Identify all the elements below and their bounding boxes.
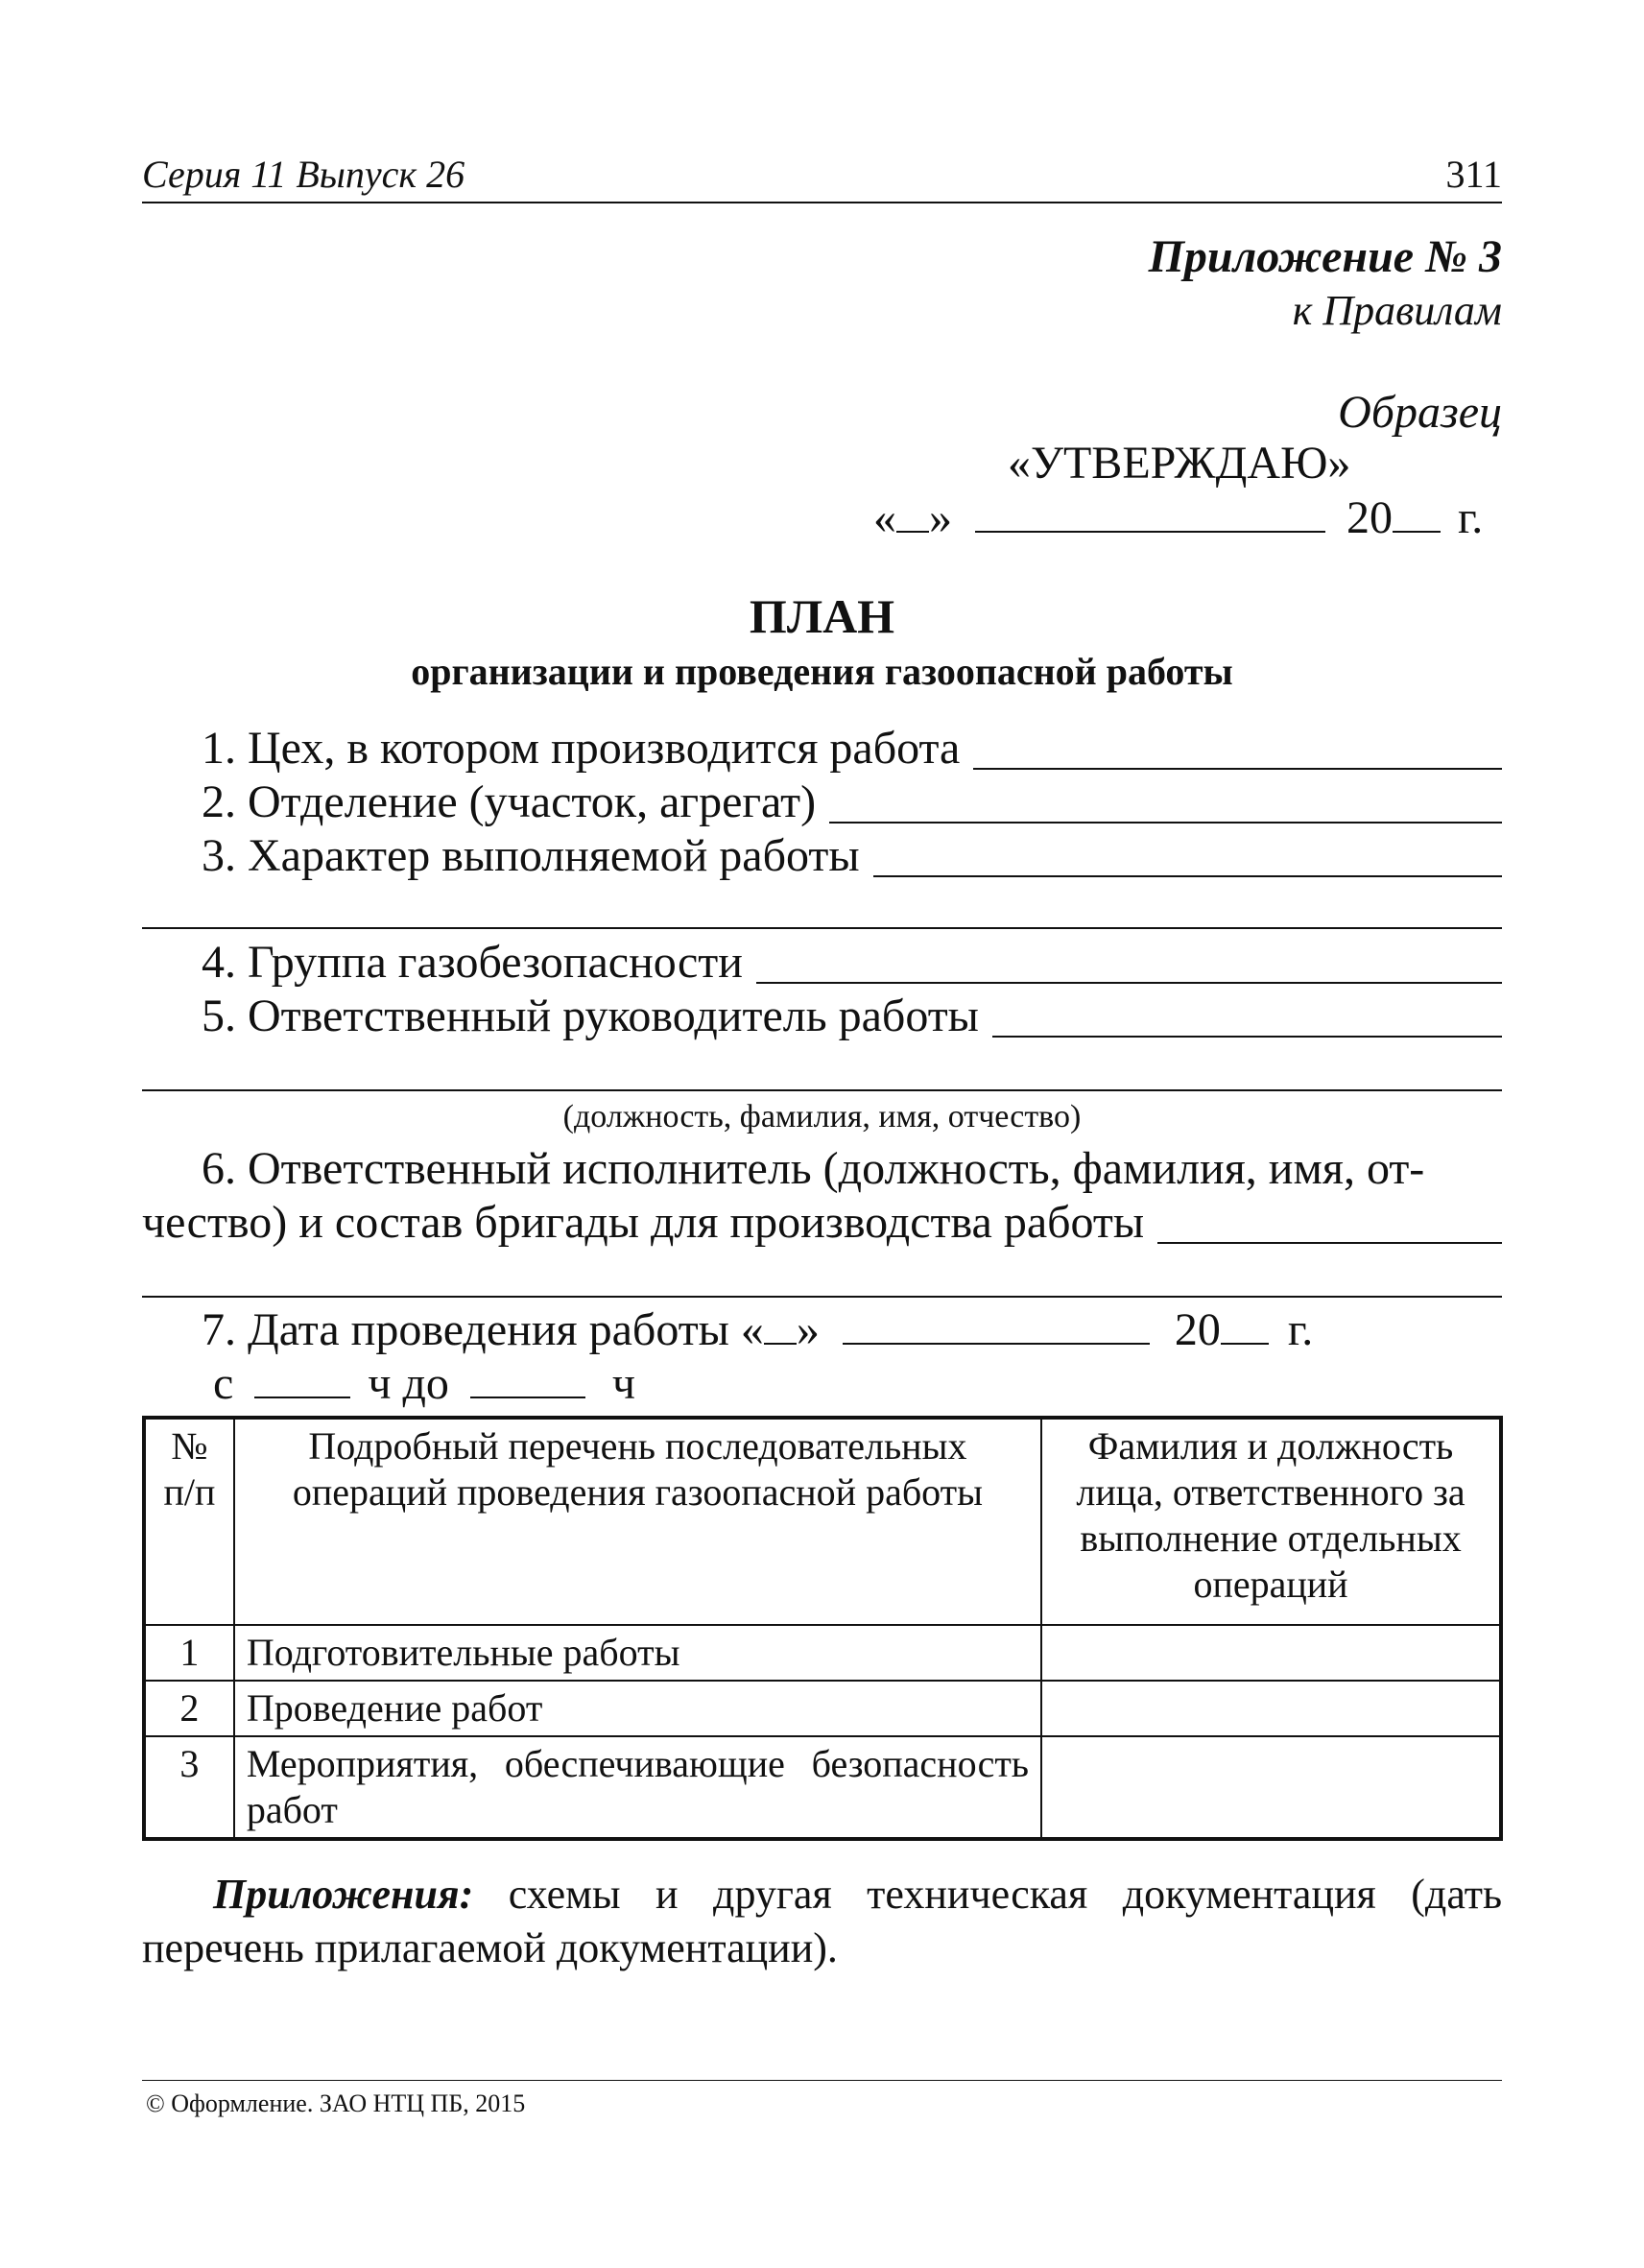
field-executor-line1: 6. Ответственный исполнитель (должность, фамилия, имя, от- [202,1143,1425,1194]
field-work-date [202,1303,1313,1357]
operations-table [142,1416,1503,1841]
time-from-label: с [213,1358,234,1409]
footer-rule [142,2080,1502,2081]
row-operation: Подготовительные работы [234,1625,1041,1681]
row-responsible-cell[interactable] [1041,1681,1501,1736]
field-work-type [202,829,1502,883]
header-rule [142,202,1502,203]
field-supervisor-blank[interactable] [992,1036,1502,1038]
plan-title: ПЛАН [749,589,895,643]
year-prefix: 20 [1346,492,1393,543]
year-blank[interactable] [1393,494,1441,533]
time-to-blank[interactable] [470,1360,585,1398]
field-work-time [213,1357,635,1411]
supervisor-caption: (должность, фамилия, имя, отчество) [562,1099,1082,1134]
date-close-quote: » [929,492,952,543]
row-num: 2 [144,1681,234,1736]
approve-label: «УТВЕРЖДАЮ» [1008,438,1351,489]
field-workshop-label: 1. Цех, в котором производится работа [202,723,961,774]
row-responsible-cell[interactable] [1041,1736,1501,1839]
row-operation: Мероприятия, обеспечивающие безопасность работ [234,1736,1041,1839]
header-num: № п/п [144,1418,234,1625]
field-workshop [202,722,1502,776]
work-year-blank[interactable] [1221,1306,1269,1345]
attachments-text: схемы и другая техническая документация (дать перечень прилагаемой документации). [142,1871,1503,1971]
field-workshop-blank[interactable] [973,768,1502,770]
month-blank[interactable] [975,494,1325,533]
page-number: 311 [1445,153,1502,196]
work-year-suffix: г. [1287,1304,1314,1355]
time-hour-label: ч [611,1358,636,1409]
field-executor [142,1196,1502,1250]
work-day-blank[interactable] [764,1306,797,1345]
table-header-row [144,1418,1501,1625]
field-department [202,776,1502,829]
work-year-prefix: 20 [1174,1304,1221,1355]
sample-label: Образец [1338,387,1502,438]
time-to-label: ч до [368,1358,449,1409]
time-from-blank[interactable] [254,1360,350,1398]
field-executor-blank-2[interactable] [142,1296,1502,1298]
approval-date-line [873,491,1507,545]
year-suffix: г. [1458,492,1484,543]
field-supervisor [202,990,1502,1043]
field-supervisor-label: 5. Ответственный руководитель работы [202,991,979,1041]
field-work-type-blank-2[interactable] [142,927,1502,929]
field-gas-group [202,936,1502,990]
attachments-label: Приложения: [213,1871,474,1918]
field-department-blank[interactable] [829,822,1502,824]
header-operations: Подробный перечень последовательных операций проведения газоопасной работы [234,1418,1041,1625]
header-responsible: Фамилия и должность лица, ответственного за выполнение отдельных операций [1041,1418,1501,1625]
table-row [144,1736,1501,1839]
plan-subtitle: организации и проведения газоопасной работы [411,650,1233,693]
field-work-type-label: 3. Характер выполняемой работы [202,830,860,881]
field-gas-group-blank[interactable] [756,982,1502,984]
field-department-label: 2. Отделение (участок, агрегат) [202,776,817,827]
field-work-type-blank[interactable] [873,875,1502,877]
series-label: Серия 11 Выпуск 26 [142,153,465,196]
row-operation: Проведение работ [234,1681,1041,1736]
field-executor-label: чество) и состав бригады для производства работы [142,1197,1145,1248]
work-month-blank[interactable] [843,1306,1150,1345]
appendix-title: Приложение № 3 [1148,231,1502,282]
field-executor-blank[interactable] [1157,1242,1502,1244]
appendix-subtitle: к Правилам [1292,287,1502,334]
row-num: 1 [144,1625,234,1681]
table-row [144,1681,1501,1736]
field-supervisor-blank-2[interactable] [142,1089,1502,1091]
work-date-label: 7. Дата проведения работы « [202,1304,764,1355]
row-num: 3 [144,1736,234,1839]
row-responsible-cell[interactable] [1041,1625,1501,1681]
table-row [144,1625,1501,1681]
footer-copyright: © Оформление. ЗАО НТЦ ПБ, 2015 [146,2089,526,2117]
date-open-quote: « [873,492,896,543]
work-date-close-quote: » [796,1304,820,1355]
day-blank[interactable] [896,494,929,533]
field-gas-group-label: 4. Группа газобезопасности [202,937,743,988]
attachments-note [142,1868,1502,1975]
